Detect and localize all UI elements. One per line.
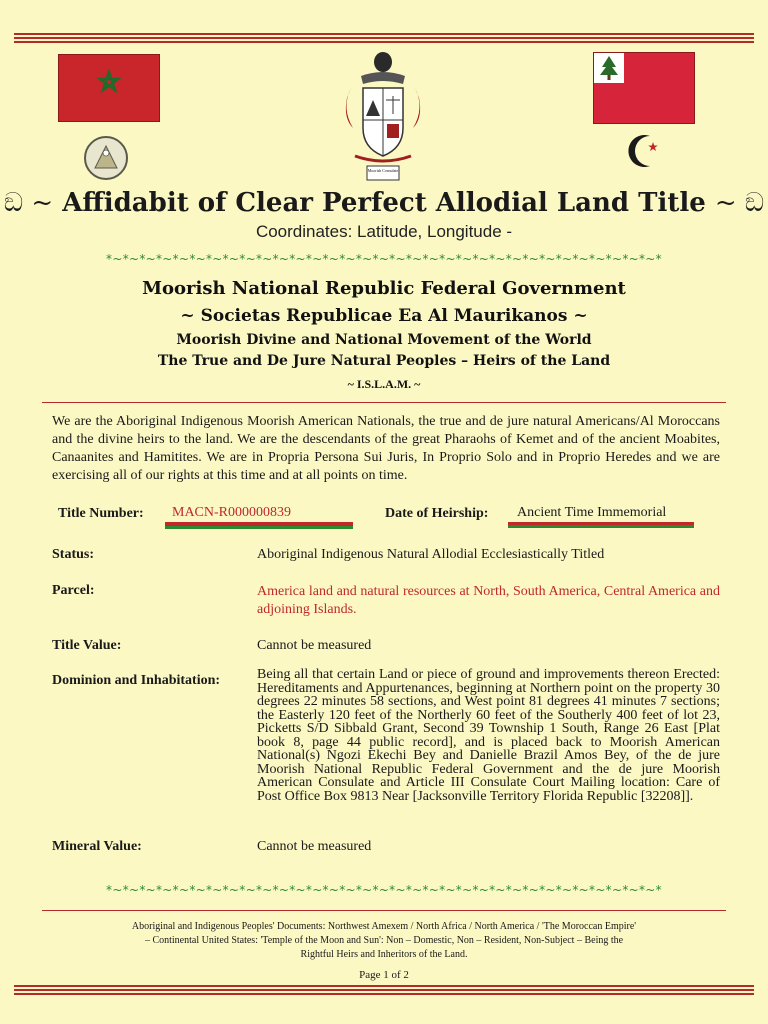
- date-of-heirship-label: Date of Heirship:: [385, 506, 489, 521]
- footer-line-2: – Continental United States: 'Temple of the Moon and Sun': Non – Domestic, Non – Resident, Non-Subject – Being the: [144, 935, 624, 946]
- date-of-heirship-value: Ancient Time Immemorial: [517, 505, 667, 520]
- mineral-value-value: Cannot be measured: [257, 839, 372, 854]
- star-divider-bottom: *~*~*~*~*~*~*~*~*~*~*~*~*~*~*~*~*~*~*~*~*~*~*~*~*~*~*~*~*~*~*~*~*~*: [106, 883, 662, 897]
- title-number-underline: [165, 522, 353, 529]
- title-number-label: Title Number:: [58, 506, 144, 521]
- divider-top: [42, 402, 726, 403]
- great-seal-icon: [84, 136, 128, 180]
- divider-bottom: [42, 910, 726, 911]
- intro-paragraph: We are the Aboriginal Indigenous Moorish American Nationals, the true and de jure natural Americans/Al Moroccans and the divine heirs to the land. We are the descendants of the great Pharaohs of Kemet and of the ancient Moabites, Canaanites and Hamitites. We are in Propria Persona Sui Juris, In Proprio Solo and in Proprio Heredes and we are exercising all of our rights at this time and at all points on time.: [52, 414, 720, 483]
- gov-heading-3: Moorish Divine and National Movement of the World: [176, 332, 592, 348]
- title-number-value: MACN-R000000839: [172, 505, 292, 520]
- moorish-consulate-crest-icon: [333, 48, 433, 188]
- moroccan-flag-icon: [58, 54, 160, 122]
- mineral-value-label: Mineral Value:: [52, 839, 142, 854]
- dominion-value: Being all that certain Land or piece of ground and improvements thereon Erected: Hereditaments and Appurtenances, beginning at Northern point on the property 30 degrees 22 minutes 58 sections, and West point 81 degrees 41 minutes 7 sections; the Easterly 120 feet of the Northerly 60 feet of the Southerly 400 feet of lot 23, Picketts S/D Sibbald Grant, Second 39 Township 1 South, Range 26 East [Plat book 8, page 44 public record], and is placed back to Moorish American National(s) Ngozi Ekechi Bey and Danielle Brazil Amos Bey, of the de jure Moorish National Republic Federal Government and the de jure Moorish American Consulate and Article III Consulate Court Mailing location: Care of Post Office Box 9813 Near [Jacksonville Territory Florida Republic [32208]].: [257, 667, 720, 804]
- gov-heading-2: ~ Societas Republicae Ea Al Maurikanos ~: [180, 306, 588, 326]
- status-value: Aboriginal Indigenous Natural Allodial Ecclesiastically Titled: [257, 547, 605, 562]
- title-ornament-left: ඞ ~: [3, 188, 54, 218]
- footer-line-1: Aboriginal and Indigenous Peoples' Documents: Northwest Amexem / North Africa / North America / 'The Moroccan Empire': [131, 921, 637, 932]
- top-border: [14, 33, 754, 42]
- parcel-label: Parcel:: [52, 583, 95, 598]
- star-divider-top: *~*~*~*~*~*~*~*~*~*~*~*~*~*~*~*~*~*~*~*~*~*~*~*~*~*~*~*~*~*~*~*~*~*: [106, 252, 662, 266]
- bottom-border: [14, 985, 754, 994]
- pine-tree-flag-icon: [593, 52, 695, 124]
- crest-banner-text: Moorish Consulate: [367, 168, 399, 173]
- gov-heading-5: ~ I.S.L.A.M. ~: [347, 377, 421, 391]
- title-ornament-right: ~ ඞ: [714, 188, 765, 218]
- page-number: Page 1 of 2: [359, 969, 409, 981]
- coordinates-line: Coordinates: Latitude, Longitude -: [255, 222, 513, 241]
- document-title: [0, 188, 768, 219]
- footer-text: [60, 920, 708, 962]
- gov-heading-1: Moorish National Republic Federal Government: [142, 278, 626, 299]
- footer-line-3: Rightful Heirs and Inheritors of the Land.: [300, 949, 468, 960]
- gov-heading-4: The True and De Jure Natural Peoples – Heirs of the Land: [157, 353, 611, 369]
- crescent-star-icon: [620, 128, 664, 172]
- title-value-label: Title Value:: [52, 638, 122, 653]
- parcel-value: America land and natural resources at North, South America, Central America and adjoining Islands.: [257, 584, 720, 617]
- status-label: Status:: [52, 547, 95, 562]
- dominion-label: Dominion and Inhabitation:: [52, 673, 221, 688]
- date-of-heirship-underline: [508, 522, 694, 528]
- title-value-value: Cannot be measured: [257, 638, 372, 653]
- title-text: Affidabit of Clear Perfect Allodial Land Title: [62, 188, 706, 218]
